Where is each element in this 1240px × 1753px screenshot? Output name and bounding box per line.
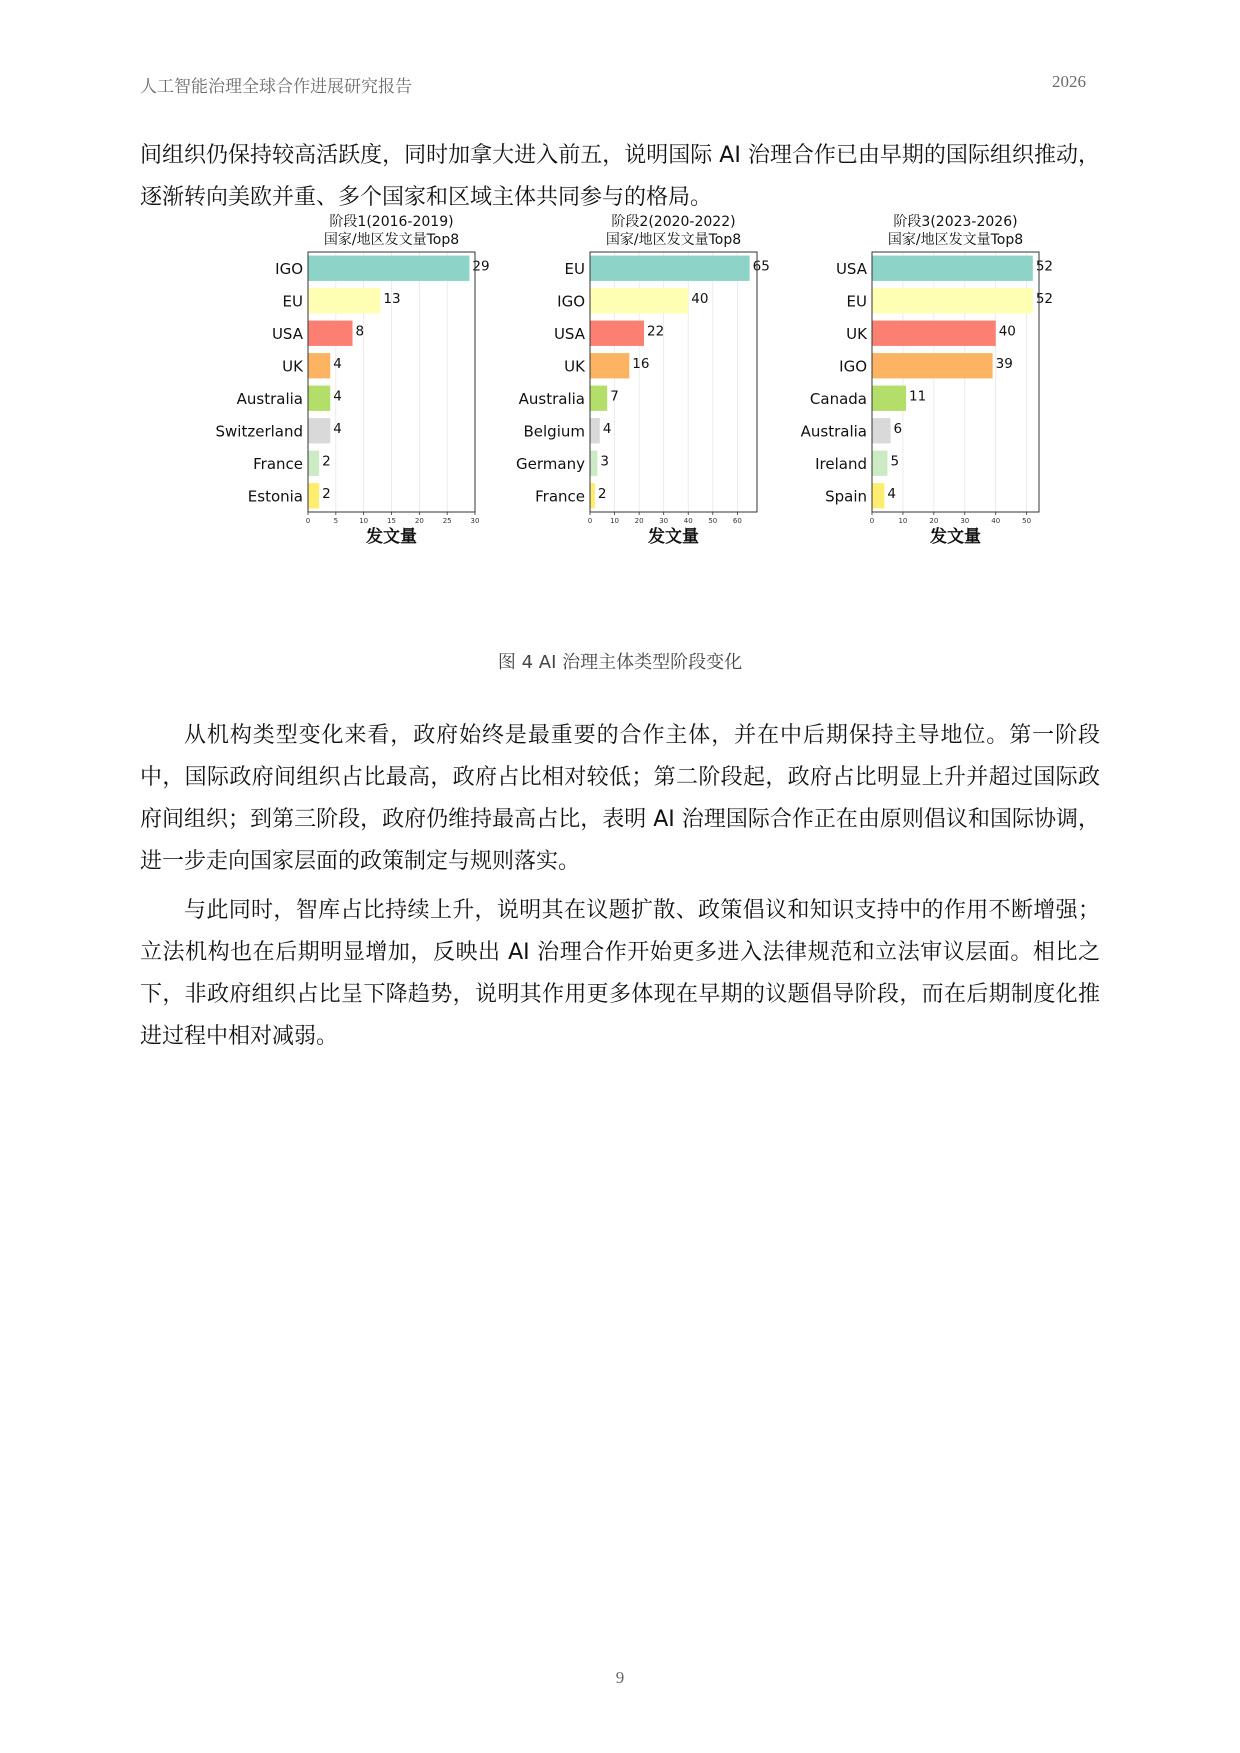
chart-title: 阶段1(2016-2019) [329, 214, 454, 230]
data-label: 16 [632, 355, 650, 372]
bar [308, 451, 319, 476]
data-label: 4 [887, 485, 896, 502]
bar [872, 321, 996, 346]
category-label: UK [282, 357, 303, 376]
data-label: 2 [322, 485, 331, 502]
bar [308, 386, 330, 411]
category-label: France [535, 487, 585, 506]
x-tick-label: 0 [305, 517, 311, 525]
category-label: Germany [516, 454, 585, 473]
x-tick-label: 5 [333, 517, 339, 525]
data-label: 11 [909, 388, 927, 405]
data-label: 6 [893, 420, 903, 437]
category-label: IGO [557, 292, 585, 311]
bar [308, 256, 469, 281]
category-label: Canada [809, 389, 867, 408]
bar [590, 321, 644, 346]
data-label: 4 [602, 420, 612, 437]
category-label: EU [846, 292, 867, 311]
x-tick-label: 10 [898, 517, 908, 525]
x-tick-label: 20 [414, 517, 424, 525]
bar [872, 386, 906, 411]
bar [590, 353, 629, 378]
category-label: USA [553, 324, 585, 343]
x-tick-label: 30 [470, 517, 480, 525]
chart-title: 阶段2(2020-2022) [611, 214, 736, 230]
bar [590, 451, 597, 476]
category-label: USA [271, 324, 303, 343]
x-tick-label: 0 [587, 517, 593, 525]
x-tick-label: 40 [683, 517, 693, 525]
body-paragraph: 与此同时，智库占比持续上升，说明其在议题扩散、政策倡议和知识支持中的作用不断增强；立法机构也在后期明显增加，反映出 AI 治理合作开始更多进入法律规范和立法审议层面。相比之下，非政府组织占比呈下降趋势，说明其作用更多体现在早期的议题倡导阶段，而在后期制度化推进过程中相对减弱。 [140, 898, 1100, 1049]
data-label: 2 [597, 485, 607, 502]
data-label: 8 [355, 323, 365, 340]
body-paragraph: 从机构类型变化来看，政府始终是最重要的合作主体，并在中后期保持主导地位。第一阶段中，国际政府间组织占比最高，政府占比相对较低；第二阶段起，政府占比明显上升并超过国际政府间组织；到第三阶段，政府仍维持最高占比，表明 AI 治理国际合作正在由原则倡议和国际协调，进一步走向国家层面的政策制定与规则落实。 [140, 723, 1100, 874]
bar [590, 256, 750, 281]
body-paragraph: 间组织仍保持较高活跃度，同时加拿大进入前五，说明国际 AI 治理合作已由早期的国际组织推动，逐渐转向美欧并重、多个国家和区域主体共同参与的格局。 [140, 143, 1100, 210]
chart-panel [801, 214, 1053, 547]
data-label: 52 [1035, 290, 1054, 307]
category-label: Estonia [247, 487, 303, 506]
bar [872, 256, 1033, 281]
bar [308, 288, 380, 313]
data-label: 4 [333, 355, 342, 372]
bar [872, 418, 891, 443]
x-tick-label: 50 [708, 517, 718, 525]
figure-caption: 图 4 AI 治理主体类型阶段变化 [497, 652, 743, 673]
data-label: 3 [600, 453, 609, 470]
data-label: 4 [333, 388, 342, 405]
data-label: 52 [1035, 258, 1054, 275]
x-tick-label: 15 [387, 517, 396, 525]
bar [872, 288, 1033, 313]
data-label: 2 [322, 453, 331, 470]
x-tick-label: 25 [442, 517, 452, 525]
data-label: 40 [998, 323, 1016, 340]
x-axis-label: 发文量 [930, 527, 981, 547]
data-label: 5 [890, 453, 900, 470]
x-tick-label: 30 [960, 517, 970, 525]
category-label: Australia [518, 389, 585, 408]
x-tick-label: 40 [991, 517, 1001, 525]
data-label: 22 [647, 323, 665, 340]
category-label: UK [846, 324, 867, 343]
page-number: 9 [615, 1668, 625, 1687]
bar [308, 483, 319, 508]
x-tick-label: 50 [1022, 517, 1032, 525]
x-axis-label: 发文量 [648, 527, 699, 547]
bar [308, 321, 353, 346]
x-tick-label: 10 [359, 517, 369, 525]
bar [872, 353, 993, 378]
charts-svg [200, 214, 1080, 620]
running-header-year: 2026 [1052, 72, 1086, 91]
running-header-title: 人工智能治理全球合作进展研究报告 [140, 77, 412, 97]
category-label: France [253, 454, 303, 473]
category-label: IGO [839, 357, 867, 376]
data-label: 65 [752, 258, 770, 275]
x-axis-label: 发文量 [366, 527, 417, 547]
bar [308, 353, 330, 378]
chart-subtitle: 国家/地区发文量Top8 [323, 232, 460, 248]
category-label: USA [835, 259, 867, 278]
chart-subtitle: 国家/地区发文量Top8 [887, 232, 1024, 248]
bar [872, 451, 887, 476]
category-label: Australia [236, 389, 303, 408]
bar [590, 386, 607, 411]
bar [590, 288, 688, 313]
category-label: Ireland [815, 454, 867, 473]
bar [590, 418, 600, 443]
data-label: 39 [995, 355, 1013, 372]
data-label: 40 [691, 290, 709, 307]
chart-subtitle: 国家/地区发文量Top8 [605, 232, 742, 248]
data-label: 13 [383, 290, 401, 307]
chart-panel [216, 214, 490, 547]
bar [308, 418, 330, 443]
category-label: UK [564, 357, 585, 376]
figure-bar-charts [200, 214, 1080, 620]
data-label: 29 [472, 258, 490, 275]
x-tick-label: 20 [634, 517, 644, 525]
chart-title: 阶段3(2023-2026) [893, 214, 1018, 230]
data-label: 7 [610, 388, 619, 405]
chart-panel [516, 214, 770, 547]
bar [590, 483, 595, 508]
category-label: IGO [275, 259, 303, 278]
category-label: Switzerland [215, 422, 303, 441]
bar [872, 483, 884, 508]
category-label: EU [282, 292, 303, 311]
data-label: 4 [333, 420, 342, 437]
category-label: Australia [800, 422, 867, 441]
x-tick-label: 0 [869, 517, 875, 525]
category-label: Spain [825, 487, 867, 506]
x-tick-label: 60 [732, 517, 742, 525]
x-tick-label: 30 [659, 517, 669, 525]
x-tick-label: 10 [610, 517, 620, 525]
category-label: Belgium [523, 422, 585, 441]
category-label: EU [564, 259, 585, 278]
x-tick-label: 20 [929, 517, 939, 525]
